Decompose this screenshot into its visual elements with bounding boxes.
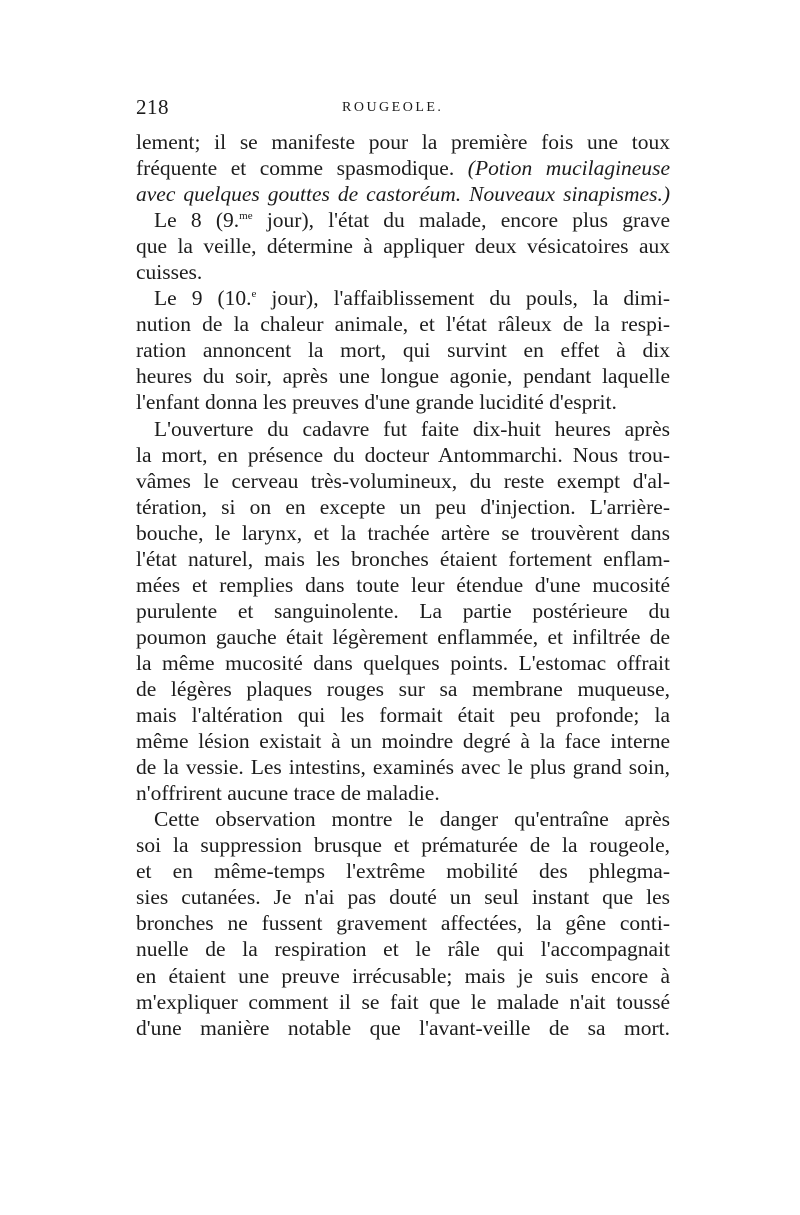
text-line: m'expliquer comment il se fait que le malade n'ait toussé [136,989,670,1014]
text-line: purulente et sanguinolente. La partie postérieure du [136,598,670,623]
text-line: heures du soir, après une longue agonie, pendant laquelle [136,364,670,389]
body-text [136,129,670,1041]
text-line: la mort, en présence du docteur Antommarchi. Nous trou- [136,442,670,467]
text-line [136,155,670,181]
text-line: que la veille, détermine à appliquer deux vésicatoires aux [136,234,670,259]
text-line: même lésion existait à un moindre degré à la face interne [136,729,670,754]
text-line: nution de la chaleur animale, et l'état râleux de la respi- [136,312,670,337]
text-line: tération, si on en excepte un peu d'injection. L'arrière- [136,494,670,519]
text-segment: jour), l'affaiblissement du pouls, la dimi- [271,286,671,311]
text-line: lement; il se manifeste pour la première fois une toux [136,130,670,154]
text-line: et en même-temps l'extrême mobilité des phlegma- [136,859,670,884]
text-line: l'état naturel, mais les bronches étaient fortement enflam- [136,546,670,571]
text-line [136,207,670,233]
text-line: soi la suppression brusque et prématurée de la rougeole, [136,833,670,858]
text-line: d'une manière notable que l'avant-veille de sa mort. [136,1015,670,1040]
superscript: e [251,288,257,301]
text-line: l'enfant donna les preuves d'une grande lucidité d'esprit. [136,390,617,415]
text-segment: fréquente et comme spasmodique. [136,156,455,181]
running-title: ROUGEOLE. [342,100,444,115]
text-line: L'ouverture du cadavre fut faite dix-huit heures après [154,416,670,441]
text-line: bronches ne fussent gravement affectées, la gêne conti- [136,911,670,936]
text-segment: Le 9 (10. [154,286,252,311]
page-number: 218 [136,95,169,119]
text-line: mais l'altération qui les formait était peu profonde; la [136,703,670,728]
superscript: me [239,210,253,223]
text-line: ration annoncent la mort, qui survint en effet à dix [136,338,670,363]
page-header [136,95,670,121]
text-line: bouche, le larynx, et la trachée artère se trouvèrent dans [136,520,670,545]
text-line: n'offrirent aucune trace de maladie. [136,781,440,806]
text-line: cuisses. [136,260,203,285]
text-line [136,285,670,311]
text-line: sies cutanées. Je n'ai pas douté un seul instant que les [136,885,670,910]
text-line: de la vessie. Les intestins, examinés avec le plus grand soin, [136,755,670,780]
text-line: la même mucosité dans quelques points. L'estomac offrait [136,650,670,675]
text-segment: jour), l'état du malade, encore plus grave [266,208,671,233]
text-segment-italic: (Potion mucilagineuse [467,156,671,181]
text-segment: Le 8 (9. [154,208,240,233]
text-line: nuelle de la respiration et le râle qui l'accompagnait [136,937,670,962]
text-line: poumon gauche était légèrement enflammée, et infiltrée de [136,624,670,649]
text-line: en étaient une preuve irrécusable; mais je suis encore à [136,963,670,988]
text-line: avec quelques gouttes de castoréum. Nouveaux sinapismes.) [136,182,670,207]
text-line: Cette observation montre le danger qu'entraîne après [154,807,670,832]
text-line: mées et remplies dans toute leur étendue d'une mucosité [136,572,670,597]
text-line: de légères plaques rouges sur sa membrane muqueuse, [136,676,670,701]
text-line: vâmes le cerveau très-volumineux, du reste exempt d'al- [136,468,670,493]
